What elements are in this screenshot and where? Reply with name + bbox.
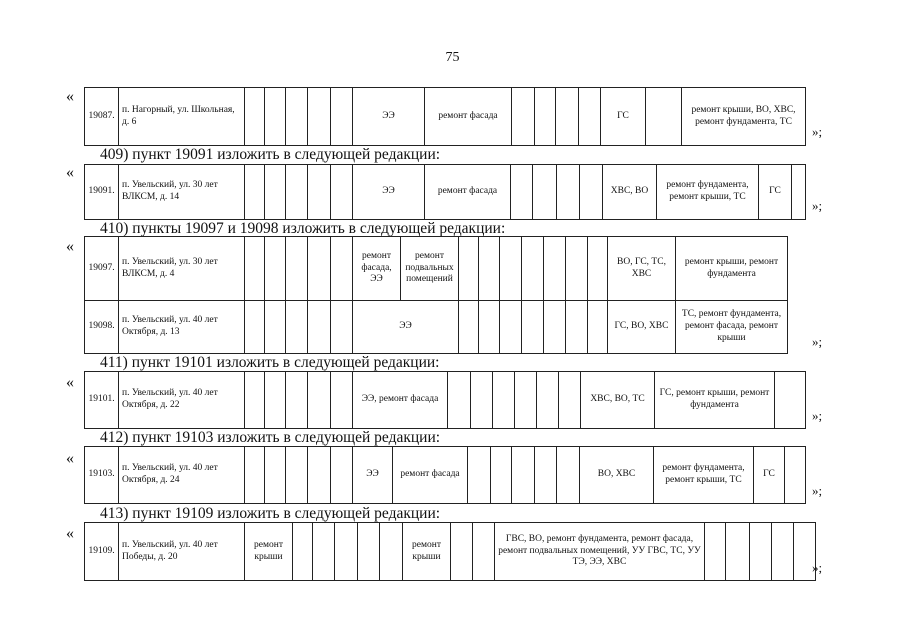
empty-cell bbox=[493, 372, 515, 429]
empty-cell bbox=[331, 447, 353, 504]
empty-cell bbox=[579, 88, 601, 146]
empty-cell bbox=[537, 372, 559, 429]
table-row bbox=[85, 372, 806, 429]
empty-cell bbox=[245, 237, 265, 301]
row-address: п. Увельский, ул. 30 лет ВЛКСМ, д. 14 bbox=[119, 165, 245, 220]
row-address: п. Нагорный, ул. Школьная, д. 6 bbox=[119, 88, 245, 146]
empty-cell bbox=[308, 237, 331, 301]
empty-cell bbox=[792, 165, 806, 220]
close-quote: »; bbox=[812, 198, 823, 213]
table-19087 bbox=[84, 87, 806, 146]
work-cell: ХВС, ВО bbox=[603, 165, 657, 220]
empty-cell bbox=[331, 165, 353, 220]
work-cell: ремонт фундамента, ремонт крыши, ТС bbox=[657, 165, 759, 220]
work-cell: ремонт крыши, ВО, ХВС, ремонт фундамента, ТС bbox=[682, 88, 806, 146]
empty-cell bbox=[245, 165, 265, 220]
empty-cell bbox=[380, 523, 403, 581]
table-row bbox=[85, 165, 806, 220]
row-id: 19109. bbox=[85, 523, 119, 581]
empty-cell bbox=[286, 372, 308, 429]
empty-cell bbox=[286, 301, 308, 354]
row-id: 19091. bbox=[85, 165, 119, 220]
table-row bbox=[85, 237, 788, 301]
empty-cell bbox=[293, 523, 313, 581]
empty-cell bbox=[750, 523, 772, 581]
empty-cell bbox=[785, 447, 806, 504]
empty-cell bbox=[500, 237, 522, 301]
work-cell: ремонт крыши bbox=[245, 523, 293, 581]
table-19103 bbox=[84, 446, 806, 504]
empty-cell bbox=[358, 523, 380, 581]
empty-cell bbox=[522, 237, 544, 301]
empty-cell bbox=[772, 523, 794, 581]
empty-cell bbox=[331, 301, 353, 354]
work-cell: ремонт фасада bbox=[425, 88, 512, 146]
close-quote: »; bbox=[812, 560, 823, 575]
empty-cell bbox=[468, 447, 491, 504]
work-cell: ремонт фасада bbox=[393, 447, 468, 504]
empty-cell bbox=[473, 523, 495, 581]
empty-cell bbox=[265, 372, 286, 429]
work-cell: ВО, ГС, ТС, ХВС bbox=[608, 237, 676, 301]
empty-cell bbox=[512, 88, 535, 146]
empty-cell bbox=[512, 447, 535, 504]
empty-cell bbox=[557, 165, 580, 220]
row-id: 19103. bbox=[85, 447, 119, 504]
work-cell: ГС bbox=[601, 88, 646, 146]
open-quote: « bbox=[66, 238, 74, 255]
work-cell: ремонт крыши, ремонт фундамента bbox=[676, 237, 788, 301]
empty-cell bbox=[775, 372, 806, 429]
empty-cell bbox=[265, 447, 286, 504]
empty-cell bbox=[522, 301, 544, 354]
work-cell: ремонт фундамента, ремонт крыши, ТС bbox=[654, 447, 754, 504]
table-row bbox=[85, 447, 806, 504]
work-cell: ЭЭ bbox=[353, 88, 425, 146]
row-address: п. Увельский, ул. 30 лет ВЛКСМ, д. 4 bbox=[119, 237, 245, 301]
empty-cell bbox=[308, 372, 331, 429]
empty-cell bbox=[588, 301, 608, 354]
empty-cell bbox=[500, 301, 522, 354]
empty-cell bbox=[459, 237, 479, 301]
open-quote: « bbox=[66, 374, 74, 391]
empty-cell bbox=[588, 237, 608, 301]
empty-cell bbox=[245, 447, 265, 504]
work-cell: ремонт фасада, ЭЭ bbox=[353, 237, 401, 301]
open-quote: « bbox=[66, 164, 74, 181]
empty-cell bbox=[646, 88, 682, 146]
empty-cell bbox=[479, 301, 500, 354]
table-row bbox=[85, 523, 816, 581]
empty-cell bbox=[265, 88, 286, 146]
row-address: п. Увельский, ул. 40 лет Октября, д. 24 bbox=[119, 447, 245, 504]
work-cell: ЭЭ bbox=[353, 447, 393, 504]
close-quote: »; bbox=[812, 124, 823, 139]
empty-cell bbox=[535, 447, 557, 504]
empty-cell bbox=[479, 237, 500, 301]
empty-cell bbox=[556, 88, 579, 146]
work-cell: ХВС, ВО, ТС bbox=[581, 372, 655, 429]
empty-cell bbox=[726, 523, 750, 581]
empty-cell bbox=[308, 88, 331, 146]
close-quote: »; bbox=[812, 483, 823, 498]
section-heading: 412) пункт 19103 изложить в следующей редакции: bbox=[100, 429, 441, 446]
empty-cell bbox=[245, 301, 265, 354]
empty-cell bbox=[471, 372, 493, 429]
empty-cell bbox=[566, 301, 588, 354]
empty-cell bbox=[265, 301, 286, 354]
work-cell: ГС, ВО, ХВС bbox=[608, 301, 676, 354]
table-19091 bbox=[84, 164, 806, 220]
empty-cell bbox=[335, 523, 358, 581]
close-quote: »; bbox=[812, 334, 823, 349]
empty-cell bbox=[533, 165, 557, 220]
empty-cell bbox=[705, 523, 726, 581]
work-cell: ЭЭ, ремонт фасада bbox=[353, 372, 448, 429]
empty-cell bbox=[580, 165, 603, 220]
empty-cell bbox=[308, 447, 331, 504]
empty-cell bbox=[331, 372, 353, 429]
section-heading: 411) пункт 19101 изложить в следующей редакции: bbox=[100, 354, 440, 371]
section-heading: 409) пункт 19091 изложить в следующей редакции: bbox=[100, 146, 441, 163]
empty-cell bbox=[308, 301, 331, 354]
empty-cell bbox=[544, 301, 566, 354]
empty-cell bbox=[515, 372, 537, 429]
work-cell: ГС bbox=[759, 165, 792, 220]
open-quote: « bbox=[66, 525, 74, 542]
empty-cell bbox=[451, 523, 473, 581]
work-cell: ремонт крыши bbox=[403, 523, 451, 581]
section-heading: 413) пункт 19109 изложить в следующей редакции: bbox=[100, 505, 441, 522]
work-cell: ГС, ремонт крыши, ремонт фундамента bbox=[655, 372, 775, 429]
empty-cell bbox=[331, 88, 353, 146]
work-cell: ТС, ремонт фундамента, ремонт фасада, ремонт крыши bbox=[676, 301, 788, 354]
table-19097-19098 bbox=[84, 236, 788, 354]
table-row bbox=[85, 301, 788, 354]
work-cell: ЭЭ bbox=[353, 301, 459, 354]
empty-cell bbox=[286, 165, 308, 220]
table-19101 bbox=[84, 371, 806, 429]
row-address: п. Увельский, ул. 40 лет Октября, д. 22 bbox=[119, 372, 245, 429]
page-number: 75 bbox=[445, 50, 460, 65]
empty-cell bbox=[448, 372, 471, 429]
section-heading: 410) пункты 19097 и 19098 изложить в следующей редакции: bbox=[100, 220, 506, 237]
table-19109 bbox=[84, 522, 816, 581]
table-row bbox=[85, 88, 806, 146]
close-quote: »; bbox=[812, 408, 823, 423]
empty-cell bbox=[313, 523, 335, 581]
row-id: 19098. bbox=[85, 301, 119, 354]
open-quote: « bbox=[66, 88, 74, 105]
work-cell: ремонт подвальных помещений bbox=[401, 237, 459, 301]
row-id: 19101. bbox=[85, 372, 119, 429]
work-cell: ЭЭ bbox=[353, 165, 425, 220]
empty-cell bbox=[245, 372, 265, 429]
empty-cell bbox=[245, 88, 265, 146]
empty-cell bbox=[308, 165, 331, 220]
empty-cell bbox=[559, 372, 581, 429]
empty-cell bbox=[511, 165, 533, 220]
work-cell: ремонт фасада bbox=[425, 165, 511, 220]
empty-cell bbox=[491, 447, 512, 504]
empty-cell bbox=[286, 88, 308, 146]
work-cell: ГС bbox=[754, 447, 785, 504]
empty-cell bbox=[459, 301, 479, 354]
empty-cell bbox=[265, 165, 286, 220]
work-cell: ВО, ХВС bbox=[580, 447, 654, 504]
row-id: 19097. bbox=[85, 237, 119, 301]
open-quote: « bbox=[66, 450, 74, 467]
empty-cell bbox=[566, 237, 588, 301]
empty-cell bbox=[535, 88, 556, 146]
empty-cell bbox=[286, 447, 308, 504]
row-address: п. Увельский, ул. 40 лет Октября, д. 13 bbox=[119, 301, 245, 354]
empty-cell bbox=[286, 237, 308, 301]
empty-cell bbox=[331, 237, 353, 301]
empty-cell bbox=[557, 447, 580, 504]
empty-cell bbox=[544, 237, 566, 301]
work-cell: ГВС, ВО, ремонт фундамента, ремонт фасада, ремонт подвальных помещений, УУ ГВС, ТС, УУ ТЭ, ЭЭ, ХВС bbox=[495, 523, 705, 581]
empty-cell bbox=[265, 237, 286, 301]
row-id: 19087. bbox=[85, 88, 119, 146]
row-address: п. Увельский, ул. 40 лет Победы, д. 20 bbox=[119, 523, 245, 581]
